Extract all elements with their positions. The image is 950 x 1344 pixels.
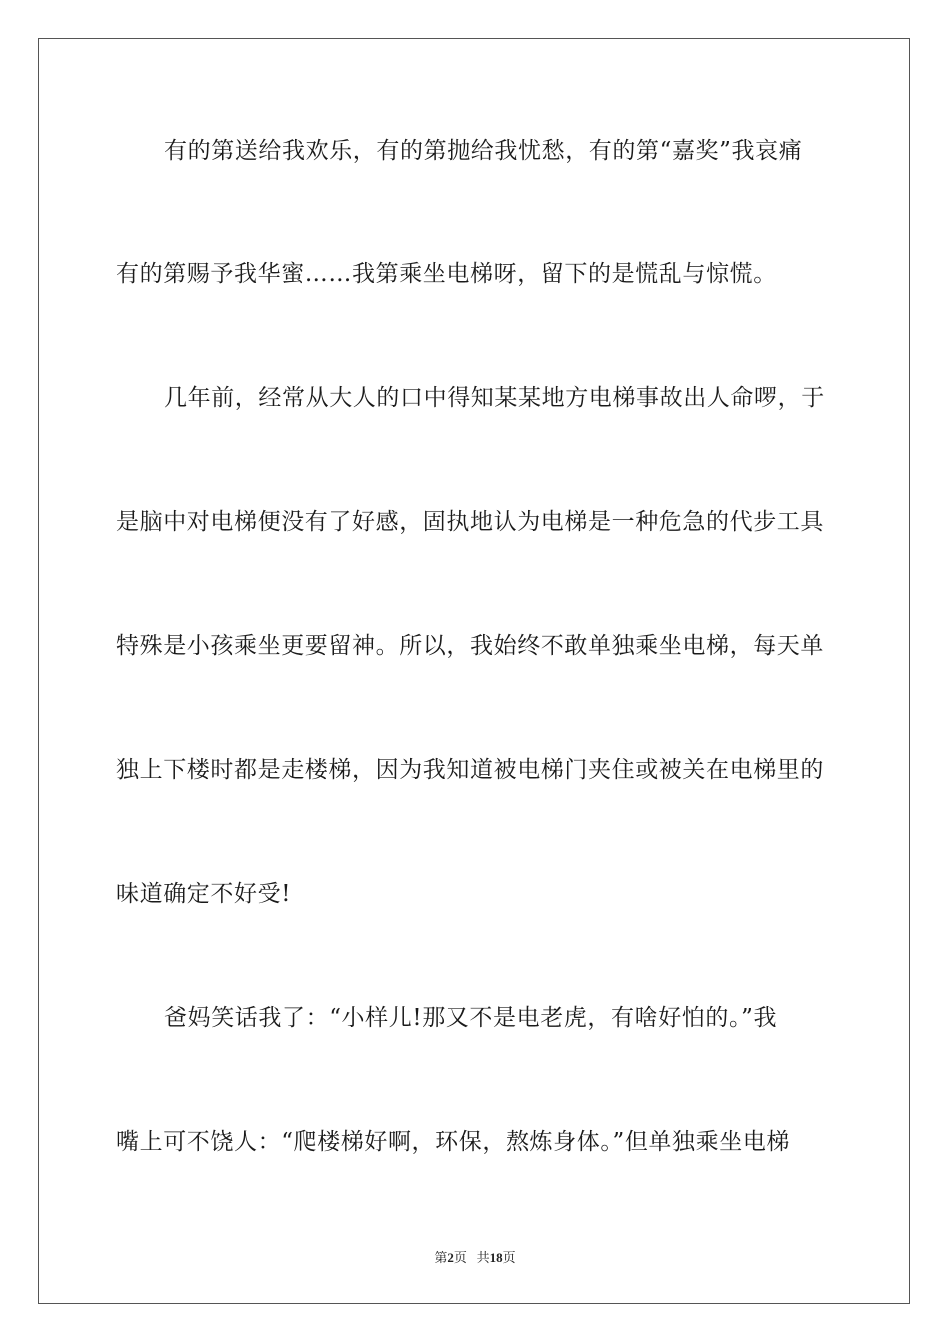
page-border	[38, 38, 910, 1304]
total-suffix: 页	[502, 1250, 516, 1265]
text-line: 爸妈笑话我了：“小样儿!那又不是电老虎，有啥好怕的。”我	[164, 1005, 778, 1031]
page-suffix: 页	[453, 1250, 467, 1265]
text-line: 有的第赐予我华蜜……我第乘坐电梯呀，留下的是慌乱与惊慌。	[116, 261, 777, 287]
text-line: 独上下楼时都是走楼梯，因为我知道被电梯门夹住或被关在电梯里的	[116, 757, 824, 783]
page-prefix: 第	[434, 1250, 448, 1265]
page-number: 2	[447, 1250, 454, 1265]
text-line: 味道确定不好受!	[116, 881, 292, 907]
page-footer	[0, 1250, 950, 1266]
text-line: 是脑中对电梯便没有了好感，固执地认为电梯是一种危急的代步工具	[116, 509, 824, 535]
text-line: 特殊是小孩乘坐更要留神。所以，我始终不敢单独乘坐电梯，每天单	[116, 633, 824, 659]
total-prefix: 共	[476, 1250, 490, 1265]
total-pages: 18	[489, 1250, 503, 1265]
text-line: 有的第送给我欢乐，有的第抛给我忧愁，有的第“嘉奖”我哀痛	[164, 138, 803, 164]
text-line: 几年前，经常从大人的口中得知某某地方电梯事故出人命啰，于	[164, 385, 825, 411]
text-line: 嘴上可不饶人：“爬楼梯好啊，环保，熬炼身体。”但单独乘坐电梯	[116, 1129, 791, 1155]
